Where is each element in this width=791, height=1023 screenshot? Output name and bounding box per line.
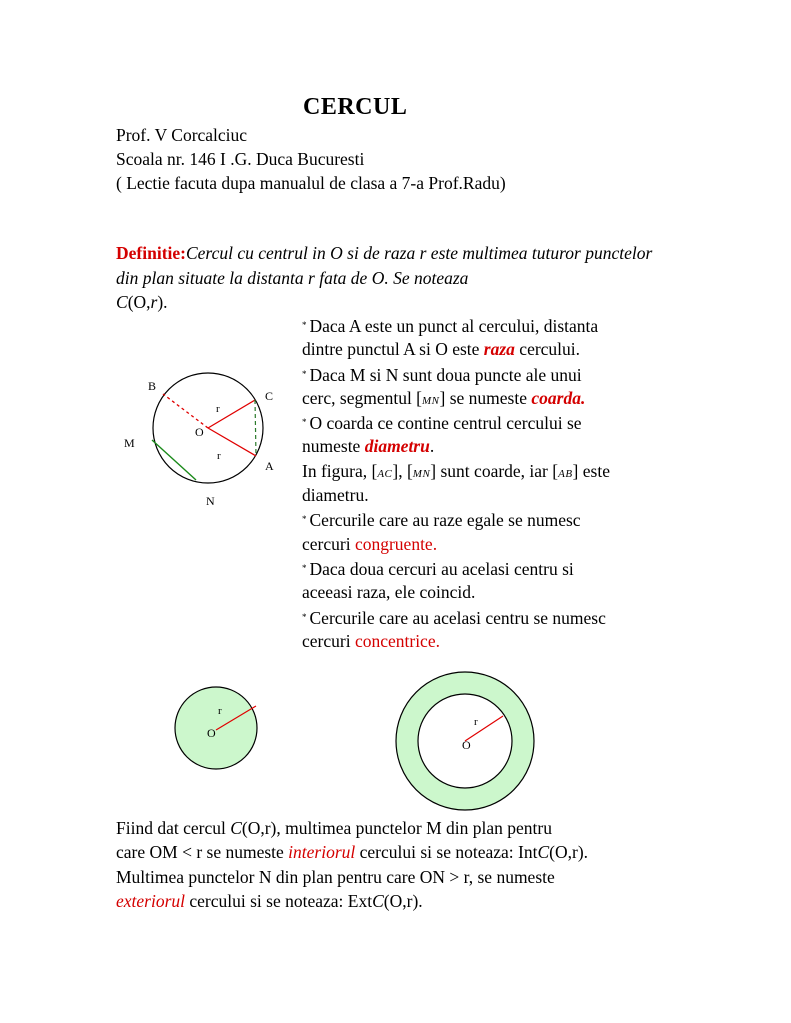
segment-ab: AB xyxy=(558,467,573,480)
bullet-star: * xyxy=(302,611,307,622)
notation-c: C xyxy=(116,292,128,312)
notation-open: (O, xyxy=(127,292,151,312)
radius-ob xyxy=(163,394,208,428)
term-coarda: coarda. xyxy=(531,387,586,408)
bottom-line-1-end: (O,r), multimea punctelor M din plan pentru xyxy=(241,818,552,838)
bullet-star: * xyxy=(302,514,307,525)
segment-mn: MN xyxy=(422,394,440,407)
segment-ac: AC xyxy=(377,467,393,480)
term-diametru: diametru xyxy=(364,436,430,457)
disc-shape xyxy=(175,687,257,769)
bullet-star: * xyxy=(302,562,307,573)
label-o: O xyxy=(195,425,204,439)
disc-label-r: r xyxy=(218,705,222,717)
label-n: N xyxy=(206,494,215,508)
bullet-list xyxy=(302,313,682,653)
notation-r: r xyxy=(150,292,158,312)
label-c: C xyxy=(265,389,274,403)
chord-mn xyxy=(152,440,196,480)
bullet-star: * xyxy=(302,417,307,428)
label-a: A xyxy=(265,459,274,473)
term-raza: raza xyxy=(483,339,515,360)
bottom-line-2-mid: cercului si se noteaza: Int xyxy=(355,842,538,863)
bullet-4-line-2: cercuri xyxy=(302,533,355,554)
term-congruente: congruente. xyxy=(354,533,438,554)
bottom-c-2: C xyxy=(537,842,550,863)
bullet-2-line-1: Daca M si N sunt doua puncte ale unui xyxy=(309,364,582,385)
radius-oa xyxy=(208,428,256,456)
disc-figure xyxy=(168,680,268,780)
label-r-bottom: r xyxy=(217,450,221,462)
disc-label-o: O xyxy=(207,726,216,740)
bullet-1-line-2-end: cercului. xyxy=(514,339,581,360)
figure-note-line-2: diametru. xyxy=(302,485,369,506)
definition-label: Definitie xyxy=(116,243,181,263)
bullet-5-line-1: Daca doua cercuri au acelasi centru si xyxy=(309,558,574,579)
annulus-figure xyxy=(390,668,540,813)
bullet-3-line-1: O coarda ce contine centrul cercului se xyxy=(309,413,582,434)
bullet-2-line-2-mid: ] se numeste xyxy=(439,387,532,408)
term-exteriorul: exteriorul xyxy=(116,890,186,911)
definition-text: Cercul cu centrul in O si de raza r este multimea tuturor punctelor din plan situate la distanta r fata de O. Se noteaza xyxy=(116,243,653,288)
notation-close: ). xyxy=(157,292,168,312)
bullet-6-line-2: cercuri xyxy=(302,630,355,651)
chord-ac xyxy=(255,400,256,456)
interior-exterior-paragraph xyxy=(116,816,716,913)
annulus-label-r: r xyxy=(474,716,478,728)
figure-note-end: ] este xyxy=(572,460,610,481)
school-line: Scoala nr. 146 I .G. Duca Bucuresti xyxy=(116,149,365,169)
circle-chords-figure xyxy=(110,360,300,520)
bottom-line-3: Multimea punctelor N din plan pentru care ON > r, se numeste xyxy=(116,866,555,887)
figure-note: In figura, [ xyxy=(302,460,378,481)
bullet-star: * xyxy=(302,320,307,330)
annulus-label-o: O xyxy=(462,738,471,752)
author-line: Prof. V Corcalciuc xyxy=(116,125,248,145)
bullet-6-line-1: Cercurile care au acelasi centru se numesc xyxy=(309,607,606,628)
definition-paragraph xyxy=(116,241,676,315)
definition-colon: : xyxy=(180,243,186,263)
bullet-star: * xyxy=(302,368,307,379)
bullet-1-line-2: dintre punctul A si O este xyxy=(302,339,484,360)
figure-note-mid-2: ] sunt coarde, iar [ xyxy=(430,460,559,481)
label-r-top: r xyxy=(216,403,220,415)
figure-note-mid-1: ], [ xyxy=(392,460,413,481)
bullet-3-line-2-end: . xyxy=(429,436,435,457)
bullet-1-line-1: Daca A este un punct al cercului, distanta xyxy=(309,316,599,336)
bottom-line-4-end: (O,r). xyxy=(383,890,423,911)
bottom-line-4-mid: cercului si se noteaza: Ext xyxy=(185,890,373,911)
bullet-2-line-2: cerc, segmentul [ xyxy=(302,387,423,408)
page-title: CERCUL xyxy=(303,94,408,120)
bullet-4-line-1: Cercurile care au raze egale se numesc xyxy=(309,510,581,531)
term-concentrice: concentrice. xyxy=(354,630,440,651)
term-interiorul: interiorul xyxy=(288,842,356,863)
label-b: B xyxy=(148,379,157,393)
segment-mn-2: MN xyxy=(412,467,431,480)
bottom-line-2-end: (O,r). xyxy=(549,842,589,863)
bullet-3-line-2: numeste xyxy=(302,436,365,457)
bottom-c-3: C xyxy=(372,890,384,911)
bullet-5-line-2: aceeasi raza, ele coincid. xyxy=(302,582,476,603)
bottom-line-1: Fiind dat cercul xyxy=(116,818,231,838)
bottom-c-1: C xyxy=(230,818,242,838)
label-m: M xyxy=(124,436,135,450)
source-note: ( Lectie facuta dupa manualul de clasa a 7-a Prof.Radu) xyxy=(116,173,506,193)
bottom-line-2: care OM < r se numeste xyxy=(116,842,289,863)
